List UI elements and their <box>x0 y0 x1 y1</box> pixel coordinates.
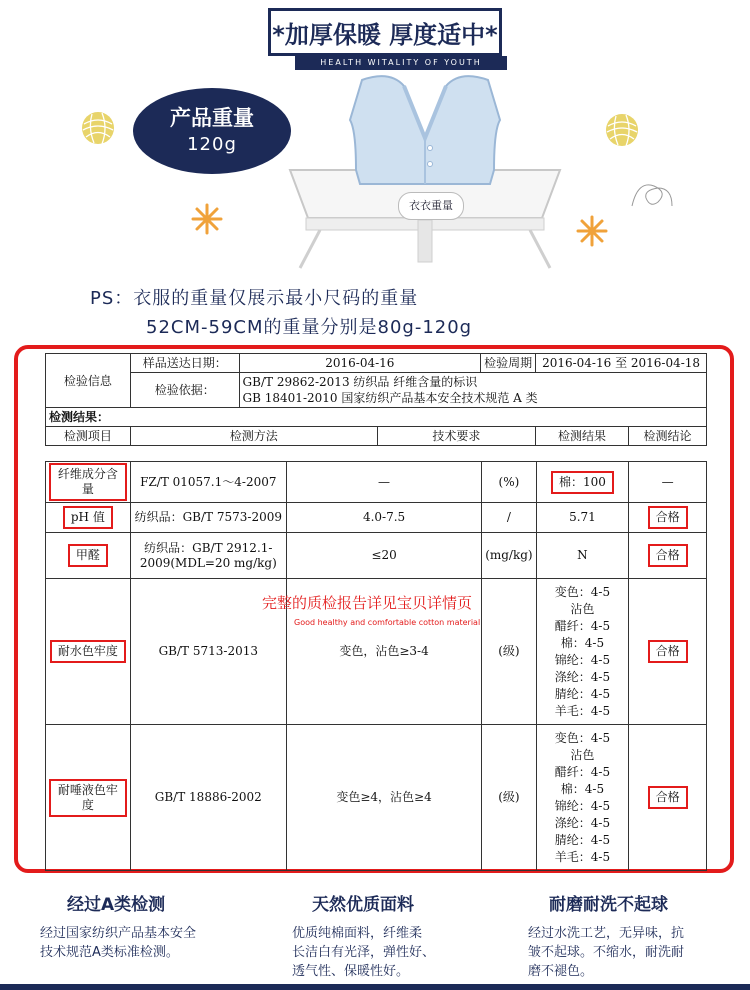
method-text: 纺织品：GB/T 7573-2009 <box>134 510 282 524</box>
yarn-ball-icon <box>604 112 640 148</box>
conclusion-text: 合格 <box>648 544 688 567</box>
conclusion-cell <box>629 579 707 725</box>
table-row <box>46 462 707 503</box>
method-cell <box>130 462 286 503</box>
result-line: 棉：4-5 <box>560 635 605 650</box>
result-line: 沾色 <box>570 747 595 762</box>
result-lines <box>540 584 626 720</box>
requirement-text: ≤20 <box>371 548 397 562</box>
conclusion-text: 合格 <box>648 506 688 529</box>
method-text: GB/T 5713-2013 <box>158 644 258 658</box>
header-method: 检测方法 <box>130 427 377 446</box>
info-label: 检验信息 <box>46 354 131 408</box>
weight-value: 120g <box>187 134 237 155</box>
item-cell <box>46 503 131 533</box>
item-cell <box>46 462 131 503</box>
header-result: 检测结果 <box>536 427 629 446</box>
result-cell <box>536 462 629 503</box>
report-overlay-note: 完整的质检报告详见宝贝详情页 <box>262 594 473 612</box>
method-cell <box>130 503 286 533</box>
unit-text: (mg/kg) <box>485 548 533 562</box>
result-line: 羊毛：4-5 <box>554 849 611 864</box>
feature-desc-line: 透气性、保暖性好。 <box>292 964 410 979</box>
feature-desc-line: 磨不褪色。 <box>528 964 594 979</box>
unit-cell <box>482 725 536 871</box>
table-row <box>46 373 707 408</box>
feature-title-3: 耐磨耐洗不起球 <box>549 895 668 915</box>
item-name: 耐唾液色牢度 <box>49 779 127 817</box>
basis-value <box>239 373 706 408</box>
inspection-results-table <box>45 461 707 871</box>
conclusion-text: 合格 <box>648 786 688 809</box>
basis-label: 检验依据： <box>130 373 239 408</box>
result-text: 5.71 <box>569 510 596 524</box>
sample-date: 2016-04-16 <box>239 354 481 373</box>
snowflake-icon <box>575 214 609 248</box>
requirement-cell <box>286 533 481 579</box>
feature-title-1: 经过A类检测 <box>67 895 166 915</box>
basis-line-1: GB/T 29862-2013 纺织品 纤维含量的标识 <box>242 375 478 389</box>
feature-desc-line: 经过水洗工艺，无异味，抗 <box>528 926 685 941</box>
result-line: 变色：4-5 <box>554 584 611 599</box>
result-line: 羊毛：4-5 <box>554 703 611 718</box>
feature-desc-line: 皱不起球。不缩水，耐洗耐 <box>528 945 685 960</box>
feature-desc-line: 优质纯棉面料，纤维柔 <box>292 926 423 941</box>
feature-desc-line: 技术规范A类标准检测。 <box>40 945 179 960</box>
yarn-ball-icon <box>80 110 116 146</box>
table-row <box>46 725 707 871</box>
requirement-cell <box>286 725 481 871</box>
feature-desc-line: 长洁白有光泽，弹性好、 <box>292 945 436 960</box>
unit-cell <box>482 462 536 503</box>
basis-line-2: GB 18401-2010 国家纺织产品基本安全技术规范 A 类 <box>242 391 538 405</box>
result-line: 涤纶：4-5 <box>554 815 611 830</box>
unit-text: (级) <box>498 790 520 804</box>
conclusion-cell <box>629 503 707 533</box>
item-name: 耐水色牢度 <box>50 640 126 663</box>
results-label: 检测结果： <box>46 408 707 427</box>
conclusion-text: — <box>661 474 674 489</box>
table-header-row <box>46 427 707 446</box>
item-name: 甲醛 <box>68 544 108 567</box>
item-name: pH 值 <box>63 506 113 529</box>
result-cell <box>536 533 629 579</box>
item-cell <box>46 725 131 871</box>
requirement-cell <box>286 503 481 533</box>
sample-date-label: 样品送达日期： <box>130 354 239 373</box>
result-line: 棉：4-5 <box>560 781 605 796</box>
method-cell <box>130 725 286 871</box>
method-text: GB/T 18886-2002 <box>154 790 262 804</box>
scale-label: 衣衣重量 <box>398 192 464 220</box>
item-cell <box>46 579 131 725</box>
banner-subtitle: HEALTH WITALITY OF YOUTH <box>295 56 507 70</box>
result-cell <box>536 503 629 533</box>
weight-badge <box>133 88 291 174</box>
requirement-text: 变色，沾色≥3-4 <box>339 644 429 658</box>
item-cell <box>46 533 131 579</box>
conclusion-text: 合格 <box>648 640 688 663</box>
unit-cell <box>482 579 536 725</box>
unit-text: (%) <box>498 474 520 489</box>
method-text: 纺织品：GB/T 2912.1-2009(MDL=20 mg/kg) <box>139 540 277 570</box>
unit-text: (级) <box>498 644 520 658</box>
table-row <box>46 408 707 427</box>
result-line: 腈纶：4-5 <box>554 686 611 701</box>
swirl-icon <box>628 176 676 216</box>
method-text: FZ/T 01057.1～4-2007 <box>140 474 277 489</box>
header-requirement: 技术要求 <box>377 427 536 446</box>
result-lines <box>540 730 626 866</box>
requirement-text: 4.0-7.5 <box>362 510 406 524</box>
conclusion-cell <box>629 725 707 871</box>
table-row <box>46 503 707 533</box>
weight-title: 产品重量 <box>170 106 254 130</box>
conclusion-cell <box>629 533 707 579</box>
unit-text: / <box>506 510 511 524</box>
inspection-report-table <box>45 353 707 446</box>
banner-title: *加厚保暖 厚度适中* <box>268 8 502 56</box>
scale-with-vest-illustration <box>280 60 570 270</box>
period: 2016-04-16 至 2016-04-18 <box>536 354 707 373</box>
feature-desc-1 <box>40 924 196 962</box>
table-row <box>46 533 707 579</box>
result-line: 变色：4-5 <box>554 730 611 745</box>
result-text: N <box>577 548 588 562</box>
header-item: 检测项目 <box>46 427 131 446</box>
result-cell <box>536 579 629 725</box>
result-line: 锦纶：4-5 <box>554 798 611 813</box>
result-line: 涤纶：4-5 <box>554 669 611 684</box>
snowflake-icon <box>190 202 224 236</box>
conclusion-cell <box>629 462 707 503</box>
bottom-divider <box>0 984 750 990</box>
report-overlay-subnote: Good healthy and comfortable cotton material <box>294 618 481 627</box>
requirement-text: 变色≥4，沾色≥4 <box>336 790 432 804</box>
result-text: 棉：100 <box>551 471 614 494</box>
feature-desc-line: 经过国家纺织产品基本安全 <box>40 926 197 941</box>
result-line: 锦纶：4-5 <box>554 652 611 667</box>
method-cell <box>130 533 286 579</box>
unit-cell <box>482 533 536 579</box>
feature-desc-3 <box>528 924 684 981</box>
requirement-text: — <box>378 474 391 489</box>
feature-desc-2 <box>292 924 435 981</box>
ps-note-line-2: 52CM-59CM的重量分别是80g-120g <box>146 317 473 338</box>
header-conclusion: 检测结论 <box>628 427 706 446</box>
feature-title-2: 天然优质面料 <box>312 895 414 915</box>
unit-cell <box>482 503 536 533</box>
result-cell <box>536 725 629 871</box>
period-label: 检验周期 <box>481 354 536 373</box>
table-row <box>46 354 707 373</box>
ps-note-line-1: PS：衣服的重量仅展示最小尺码的重量 <box>90 288 419 309</box>
requirement-cell <box>286 462 481 503</box>
result-line: 腈纶：4-5 <box>554 832 611 847</box>
result-line: 醋纤：4-5 <box>554 764 611 779</box>
item-name: 纤维成分含量 <box>49 463 127 501</box>
result-line: 醋纤：4-5 <box>554 618 611 633</box>
result-line: 沾色 <box>570 601 595 616</box>
